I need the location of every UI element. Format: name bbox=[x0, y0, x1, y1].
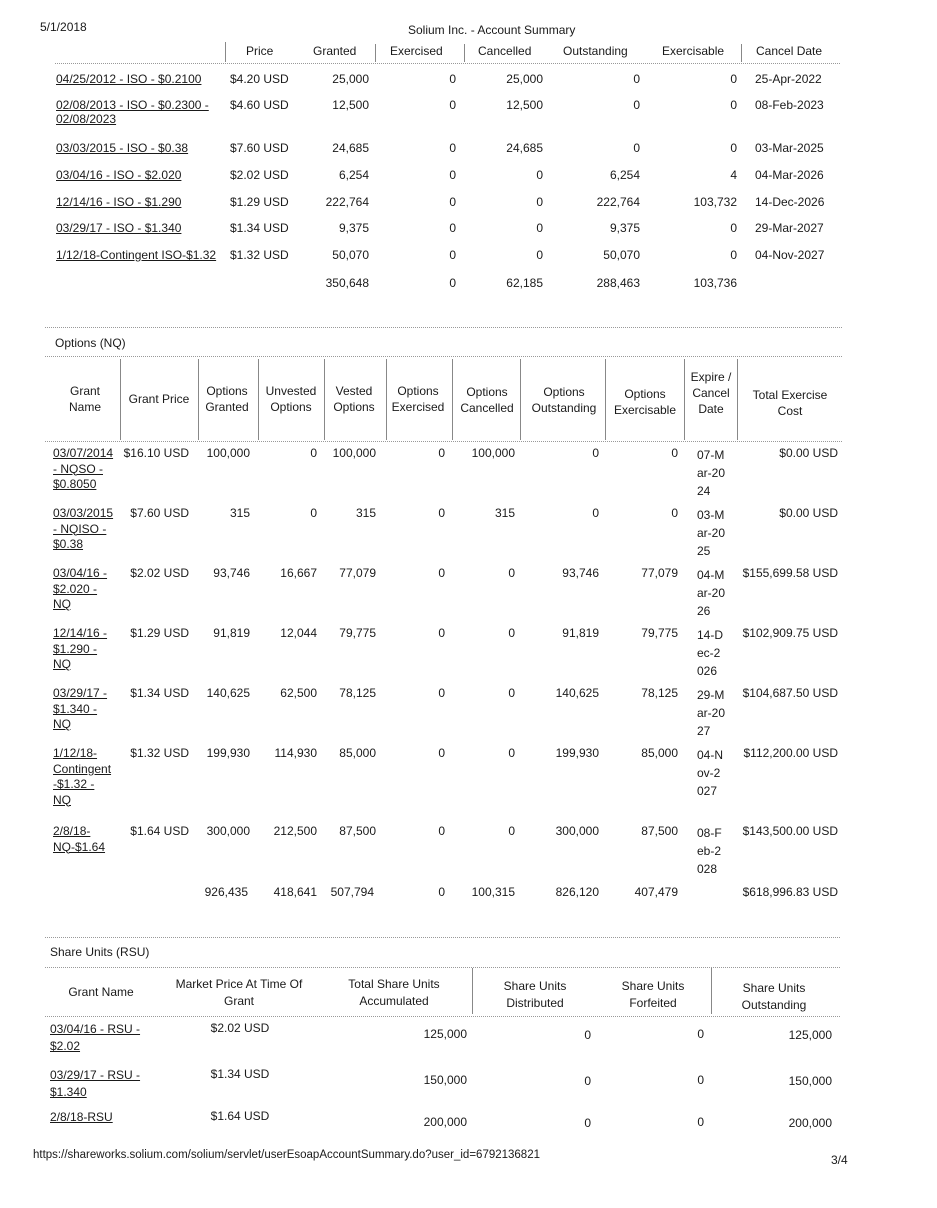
nq-outstanding: 140,625 bbox=[555, 686, 599, 700]
iso-cancelled: 0 bbox=[536, 248, 543, 262]
nq-unvested: 0 bbox=[310, 506, 317, 520]
column-divider bbox=[684, 359, 685, 440]
iso-total-granted: 350,648 bbox=[325, 276, 369, 290]
nq-exercised: 0 bbox=[438, 824, 445, 838]
nq-exercised: 0 bbox=[438, 506, 445, 520]
nq-granted: 315 bbox=[229, 506, 250, 520]
nq-vested: 100,000 bbox=[332, 446, 376, 460]
iso-header-cancelled: Cancelled bbox=[478, 44, 532, 58]
iso-price: $4.20 USD bbox=[230, 72, 289, 86]
nq-exercisable: 0 bbox=[671, 446, 678, 460]
rsu-grant-link[interactable]: 03/04/16 - RSU - $2.02 bbox=[50, 1022, 141, 1053]
nq-vested: 87,500 bbox=[339, 824, 376, 838]
iso-grant-link[interactable]: 12/14/16 - ISO - $1.290 bbox=[56, 195, 182, 209]
iso-grant-link[interactable]: 03/29/17 - ISO - $1.340 bbox=[56, 221, 182, 235]
iso-price: $1.32 USD bbox=[230, 248, 289, 262]
iso-granted: 25,000 bbox=[332, 72, 369, 86]
column-divider bbox=[741, 44, 742, 62]
iso-cancel-date: 04-Nov-2027 bbox=[755, 248, 825, 262]
rsu-forfeited: 0 bbox=[697, 1073, 704, 1087]
nq-cancelled: 0 bbox=[508, 824, 515, 838]
nq-total-cost: $104,687.50 USD bbox=[742, 686, 838, 700]
iso-exercisable: 0 bbox=[730, 98, 737, 112]
rsu-outstanding: 150,000 bbox=[788, 1074, 832, 1088]
iso-cancelled: 0 bbox=[536, 168, 543, 182]
column-divider bbox=[452, 359, 453, 440]
nq-header-cancelled: Options Cancelled bbox=[460, 385, 514, 415]
nq-total-cost: $0.00 USD bbox=[779, 446, 838, 460]
iso-grant-link[interactable]: 1/12/18-Contingent ISO-$1.32 bbox=[56, 248, 217, 262]
iso-outstanding: 222,764 bbox=[596, 195, 640, 209]
nq-grant-price: $1.34 USD bbox=[130, 686, 189, 700]
rsu-accumulated: 200,000 bbox=[423, 1115, 467, 1129]
iso-exercisable: 0 bbox=[730, 72, 737, 86]
rsu-header-market-price: Market Price At Time Of Grant bbox=[175, 977, 303, 1008]
nq-top-divider bbox=[45, 327, 842, 328]
rsu-header-divider bbox=[45, 1016, 840, 1017]
nq-exercised: 0 bbox=[438, 686, 445, 700]
rsu-section-title: Share Units (RSU) bbox=[50, 945, 150, 959]
nq-header-grant-name: Grant Name bbox=[68, 384, 101, 414]
nq-expire-date: 03-Mar-2025 bbox=[697, 508, 726, 558]
nq-exercised: 0 bbox=[438, 746, 445, 760]
iso-price: $4.60 USD bbox=[230, 98, 289, 112]
iso-outstanding: 0 bbox=[633, 98, 640, 112]
iso-grant-link[interactable]: 04/25/2012 - ISO - $0.2100 bbox=[56, 72, 202, 86]
iso-cancelled: 12,500 bbox=[506, 98, 543, 112]
nq-exercised: 0 bbox=[438, 566, 445, 580]
iso-granted: 24,685 bbox=[332, 141, 369, 155]
nq-outstanding: 0 bbox=[592, 446, 599, 460]
iso-exercised: 0 bbox=[449, 248, 456, 262]
rsu-forfeited: 0 bbox=[697, 1115, 704, 1129]
nq-grant-price: $16.10 USD bbox=[123, 446, 189, 460]
column-divider bbox=[520, 359, 521, 440]
nq-unvested: 16,667 bbox=[280, 566, 317, 580]
iso-grant-link[interactable]: 02/08/2013 - ISO - $0.2300 - 02/08/2023 bbox=[56, 98, 209, 126]
iso-price: $2.02 USD bbox=[230, 168, 289, 182]
nq-cancelled: 315 bbox=[494, 506, 515, 520]
iso-price: $1.29 USD bbox=[230, 195, 289, 209]
nq-header-unvested: Unvested Options bbox=[265, 384, 317, 414]
nq-unvested: 0 bbox=[310, 446, 317, 460]
rsu-accumulated: 125,000 bbox=[423, 1027, 467, 1041]
iso-exercised: 0 bbox=[449, 168, 456, 182]
iso-cancelled: 25,000 bbox=[506, 72, 543, 86]
rsu-market-price: $1.34 USD bbox=[210, 1067, 270, 1081]
column-divider bbox=[464, 44, 465, 62]
iso-outstanding: 0 bbox=[633, 141, 640, 155]
iso-price: $1.34 USD bbox=[230, 221, 289, 235]
iso-header-exercisable: Exercisable bbox=[662, 44, 725, 58]
page-title: Solium Inc. - Account Summary bbox=[408, 23, 576, 37]
column-divider bbox=[737, 359, 738, 440]
nq-vested: 315 bbox=[355, 506, 376, 520]
iso-header-granted: Granted bbox=[313, 44, 357, 58]
nq-expire-date: 14-Dec-2026 bbox=[697, 628, 724, 678]
nq-exercisable: 78,125 bbox=[641, 686, 678, 700]
iso-cancel-date: 04-Mar-2026 bbox=[755, 168, 824, 182]
nq-grant-link[interactable]: 12/14/16 - $1.290 - NQ bbox=[53, 626, 108, 671]
iso-cancel-date: 03-Mar-2025 bbox=[755, 141, 824, 155]
rsu-distributed: 0 bbox=[584, 1116, 591, 1130]
iso-granted: 222,764 bbox=[325, 195, 369, 209]
iso-header-outstanding: Outstanding bbox=[563, 44, 628, 58]
nq-header-outstanding: Options Outstanding bbox=[531, 385, 597, 415]
iso-granted: 50,070 bbox=[332, 248, 369, 262]
iso-cancelled: 24,685 bbox=[506, 141, 543, 155]
nq-grant-link[interactable]: 1/12/18-Contingent -$1.32 - NQ bbox=[53, 746, 112, 807]
iso-exercised: 0 bbox=[449, 98, 456, 112]
nq-grant-price: $1.32 USD bbox=[130, 746, 189, 760]
nq-vested: 78,125 bbox=[339, 686, 376, 700]
nq-vested: 79,775 bbox=[339, 626, 376, 640]
nq-grant-price: $1.29 USD bbox=[130, 626, 189, 640]
iso-header-cancel-date: Cancel Date bbox=[756, 44, 823, 58]
iso-total-outstanding: 288,463 bbox=[596, 276, 640, 290]
iso-cancelled: 0 bbox=[536, 195, 543, 209]
rsu-grant-link[interactable]: 03/29/17 - RSU - $1.340 bbox=[50, 1068, 141, 1099]
nq-granted: 93,746 bbox=[213, 566, 250, 580]
nq-grant-link[interactable]: 2/8/18-NQ-$1.64 bbox=[53, 824, 106, 854]
nq-exercised: 0 bbox=[438, 446, 445, 460]
nq-header-granted: Options Granted bbox=[205, 384, 249, 414]
nq-header-expire: Expire / Cancel Date bbox=[690, 370, 732, 416]
rsu-distributed: 0 bbox=[584, 1074, 591, 1088]
nq-header-total-cost: Total Exercise Cost bbox=[752, 388, 828, 418]
nq-grant-link[interactable]: 03/04/16 - $2.020 - NQ bbox=[53, 566, 108, 611]
iso-exercised: 0 bbox=[449, 72, 456, 86]
nq-total-unvested: 418,641 bbox=[273, 885, 317, 899]
iso-cancel-date: 14-Dec-2026 bbox=[755, 195, 825, 209]
nq-unvested: 114,930 bbox=[274, 746, 317, 760]
column-divider bbox=[120, 359, 121, 440]
nq-unvested: 12,044 bbox=[280, 626, 317, 640]
nq-header-grant-price: Grant Price bbox=[128, 392, 190, 406]
nq-section-title: Options (NQ) bbox=[55, 336, 126, 350]
iso-cancel-date: 29-Mar-2027 bbox=[755, 221, 824, 235]
nq-granted: 300,000 bbox=[206, 824, 250, 838]
nq-exercisable: 85,000 bbox=[641, 746, 678, 760]
nq-header-vested: Vested Options bbox=[333, 384, 375, 414]
nq-grant-price: $1.64 USD bbox=[130, 824, 189, 838]
rsu-market-price: $2.02 USD bbox=[210, 1021, 270, 1035]
nq-total-exercised: 0 bbox=[438, 885, 445, 899]
iso-exercisable: 0 bbox=[730, 248, 737, 262]
nq-outstanding: 199,930 bbox=[555, 746, 599, 760]
nq-grant-price: $2.02 USD bbox=[130, 566, 189, 580]
iso-total-cancelled: 62,185 bbox=[506, 276, 543, 290]
rsu-top-divider bbox=[45, 937, 840, 938]
column-divider bbox=[324, 359, 325, 440]
iso-total-exercised: 0 bbox=[449, 276, 456, 290]
column-divider bbox=[472, 968, 473, 1014]
column-divider bbox=[711, 968, 712, 1014]
nq-total-granted: 926,435 bbox=[204, 885, 248, 899]
nq-exercisable: 77,079 bbox=[641, 566, 678, 580]
nq-header-divider bbox=[45, 441, 842, 442]
nq-expire-date: 07-Mar-2024 bbox=[697, 448, 726, 498]
nq-outstanding: 91,819 bbox=[562, 626, 599, 640]
nq-total-cost: $112,200.00 USD bbox=[743, 746, 838, 760]
iso-outstanding: 0 bbox=[633, 72, 640, 86]
rsu-outstanding: 125,000 bbox=[788, 1028, 832, 1042]
iso-exercisable: 0 bbox=[730, 141, 737, 155]
nq-exercisable: 0 bbox=[671, 506, 678, 520]
nq-outstanding: 300,000 bbox=[555, 824, 599, 838]
rsu-header-forfeited: Share Units Forfeited bbox=[621, 979, 685, 1010]
nq-grant-link[interactable]: 03/03/2015 - NQISO - $0.38 bbox=[53, 506, 114, 551]
nq-vested: 85,000 bbox=[339, 746, 376, 760]
nq-header-exercisable: Options Exercisable bbox=[613, 387, 677, 417]
nq-outstanding: 0 bbox=[592, 506, 599, 520]
nq-expire-date: 08-Feb-2028 bbox=[697, 826, 722, 876]
nq-grant-link[interactable]: 03/07/2014 - NQSO - $0.8050 bbox=[53, 446, 114, 491]
nq-cancelled: 100,000 bbox=[471, 446, 515, 460]
iso-exercisable: 103,732 bbox=[693, 195, 737, 209]
nq-total-cost: $618,996.83 USD bbox=[742, 885, 838, 899]
iso-exercised: 0 bbox=[449, 141, 456, 155]
nq-total-outstanding: 826,120 bbox=[555, 885, 599, 899]
nq-total-cost: $155,699.58 USD bbox=[742, 566, 838, 580]
nq-total-cost: $143,500.00 USD bbox=[742, 824, 838, 838]
iso-cancel-date: 25-Apr-2022 bbox=[755, 72, 822, 86]
rsu-market-price: $1.64 USD bbox=[210, 1109, 270, 1123]
iso-cancelled: 0 bbox=[536, 221, 543, 235]
nq-unvested: 62,500 bbox=[280, 686, 317, 700]
nq-cancelled: 0 bbox=[508, 626, 515, 640]
nq-expire-date: 04-Mar-2026 bbox=[697, 568, 726, 618]
nq-granted: 100,000 bbox=[206, 446, 250, 460]
iso-outstanding: 9,375 bbox=[609, 221, 640, 235]
rsu-header-distributed: Share Units Distributed bbox=[503, 979, 567, 1010]
rsu-forfeited: 0 bbox=[697, 1027, 704, 1041]
nq-expire-date: 29-Mar-2027 bbox=[697, 688, 726, 738]
rsu-header-outstanding: Share Units Outstanding bbox=[741, 981, 807, 1012]
iso-exercisable: 4 bbox=[730, 168, 737, 182]
nq-granted: 199,930 bbox=[206, 746, 250, 760]
iso-grant-link[interactable]: 03/03/2015 - ISO - $0.38 bbox=[56, 141, 189, 155]
nq-unvested: 212,500 bbox=[273, 824, 317, 838]
page-number: 3/4 bbox=[831, 1153, 848, 1167]
print-date: 5/1/2018 bbox=[40, 20, 87, 34]
nq-outstanding: 93,746 bbox=[562, 566, 599, 580]
column-divider bbox=[258, 359, 259, 440]
nq-granted: 91,819 bbox=[213, 626, 250, 640]
iso-exercised: 0 bbox=[449, 221, 456, 235]
nq-total-vested: 507,794 bbox=[330, 885, 374, 899]
rsu-accumulated: 150,000 bbox=[423, 1073, 467, 1087]
nq-cancelled: 0 bbox=[508, 566, 515, 580]
iso-price: $7.60 USD bbox=[230, 141, 289, 155]
nq-total-cancelled: 100,315 bbox=[471, 885, 515, 899]
column-divider bbox=[225, 42, 226, 62]
iso-outstanding: 6,254 bbox=[609, 168, 640, 182]
nq-exercisable: 87,500 bbox=[641, 824, 678, 838]
iso-granted: 9,375 bbox=[338, 221, 369, 235]
iso-exercised: 0 bbox=[449, 195, 456, 209]
column-divider bbox=[605, 359, 606, 440]
iso-outstanding: 50,070 bbox=[603, 248, 640, 262]
iso-header-exercised: Exercised bbox=[390, 44, 443, 58]
rsu-header-accumulated: Total Share Units Accumulated bbox=[348, 977, 440, 1008]
column-divider bbox=[375, 44, 376, 62]
footer-url: https://shareworks.solium.com/solium/servlet/userEsoapAccountSummary.do?user_id=6792136821 bbox=[33, 1149, 540, 1161]
nq-total-cost: $0.00 USD bbox=[779, 506, 838, 520]
rsu-title-divider bbox=[45, 967, 840, 968]
rsu-header-grant-name: Grant Name bbox=[68, 985, 134, 999]
nq-grant-link[interactable]: 03/29/17 - $1.340 - NQ bbox=[53, 686, 108, 731]
iso-granted: 6,254 bbox=[338, 168, 369, 182]
nq-exercised: 0 bbox=[438, 626, 445, 640]
nq-cancelled: 0 bbox=[508, 746, 515, 760]
iso-header-divider bbox=[55, 63, 840, 64]
iso-cancel-date: 08-Feb-2023 bbox=[755, 98, 824, 112]
nq-header-exercised: Options Exercised bbox=[391, 384, 445, 414]
rsu-outstanding: 200,000 bbox=[788, 1116, 832, 1130]
iso-exercisable: 0 bbox=[730, 221, 737, 235]
nq-vested: 77,079 bbox=[339, 566, 376, 580]
nq-total-cost: $102,909.75 USD bbox=[742, 626, 838, 640]
nq-expire-date: 04-Nov-2027 bbox=[697, 748, 724, 798]
iso-granted: 12,500 bbox=[332, 98, 369, 112]
nq-cancelled: 0 bbox=[508, 686, 515, 700]
iso-grant-link[interactable]: 03/04/16 - ISO - $2.020 bbox=[56, 168, 182, 182]
nq-title-divider bbox=[45, 356, 842, 357]
column-divider bbox=[386, 359, 387, 440]
column-divider bbox=[198, 359, 199, 440]
nq-total-exercisable: 407,479 bbox=[634, 885, 678, 899]
iso-total-exercisable: 103,736 bbox=[693, 276, 737, 290]
nq-granted: 140,625 bbox=[206, 686, 250, 700]
iso-header-price: Price bbox=[246, 44, 274, 58]
nq-grant-price: $7.60 USD bbox=[130, 506, 189, 520]
rsu-distributed: 0 bbox=[584, 1028, 591, 1042]
nq-exercisable: 79,775 bbox=[641, 626, 678, 640]
rsu-grant-link[interactable]: 2/8/18-RSU bbox=[50, 1110, 113, 1124]
